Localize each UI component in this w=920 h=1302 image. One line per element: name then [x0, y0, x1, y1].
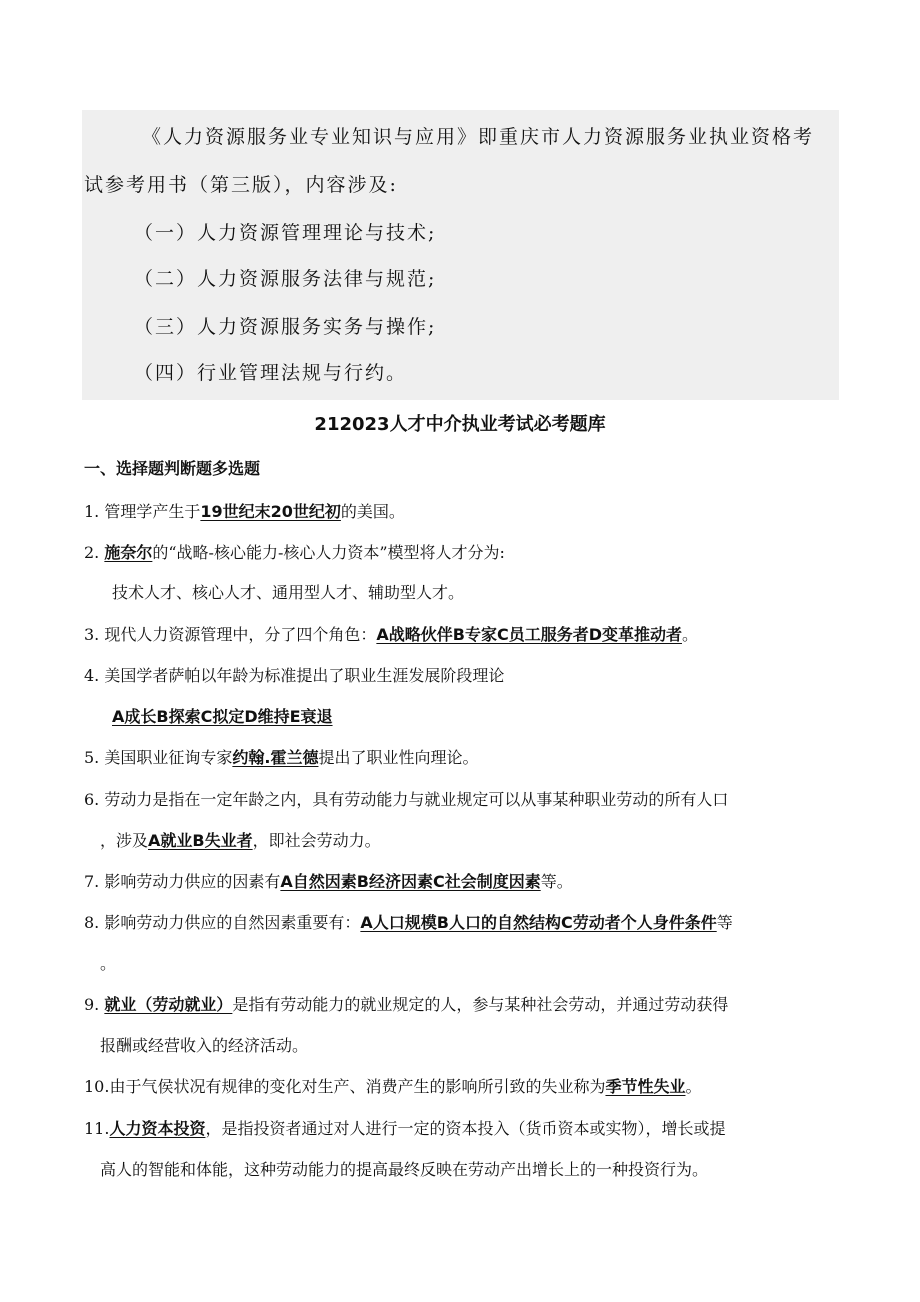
question-2 [84, 541, 505, 565]
question-text: 现代人力资源管理中，分了四个角色： [104, 625, 377, 644]
question-number: 11. [84, 1119, 110, 1138]
question-number: 4. [84, 666, 100, 685]
answer: 季节性失业 [605, 1077, 686, 1096]
question-8-continuation: 。 [100, 954, 117, 973]
question-text: 管理学产生于 [104, 502, 201, 521]
answer: A就业B失业者 [148, 831, 253, 850]
question-3 [84, 623, 698, 647]
answer: A人口规模B人口的自然结构C劳动者个人身件条件 [360, 913, 717, 932]
question-6 [84, 788, 728, 812]
answer: 人力资本投资 [109, 1119, 206, 1138]
question-text: 的“战略-核心能力-核心人力资本”模型将人才分为: [152, 543, 505, 562]
question-text: 由于气侯状况有规律的变化对生产、消费产生的影响所引致的失业称为 [109, 1077, 606, 1096]
answer: A成长B探索C拟定D维持E衰退 [112, 707, 333, 726]
question-number: 1. [84, 502, 100, 521]
question-9 [84, 993, 728, 1017]
answer: 19世纪末20世纪初 [200, 502, 341, 521]
answer: 就业（劳动就业） [104, 995, 233, 1014]
question-number: 7. [84, 872, 100, 891]
question-text: 美国学者萨帕以年龄为标准提出了职业生涯发展阶段理论 [104, 666, 505, 685]
answer: 约翰.霍兰德 [232, 748, 319, 767]
answer: 施奈尔 [104, 543, 153, 562]
question-number: 8. [84, 913, 100, 932]
question-text: 影响劳动力供应的因素有 [104, 872, 281, 891]
question-5 [84, 746, 478, 770]
question-11-continuation: 高人的智能和体能，这种劳动能力的提高最终反映在劳动产出增长上的一种投资行为。 [100, 1160, 709, 1179]
question-text: 。 [681, 625, 698, 644]
answer: A自然因素B经济因素C社会制度因素 [280, 872, 541, 891]
question-text: 美国职业征询专家 [104, 748, 233, 767]
question-text: ，涉及 [100, 831, 149, 850]
question-number: 10. [84, 1077, 110, 1096]
question-1 [84, 500, 405, 524]
question-text: 等 [716, 913, 733, 932]
question-text: ，即社会劳动力。 [252, 831, 381, 850]
intro-item-1: （一）人力资源管理理论与技术; [134, 222, 437, 244]
question-text: 是指有劳动能力的就业规定的人，参与某种社会劳动，并通过劳动获得 [232, 995, 729, 1014]
question-6-continuation [100, 829, 381, 853]
intro-item-4: （四）行业管理法规与行约。 [134, 362, 408, 384]
question-2-continuation: 技术人才、核心人才、通用型人才、辅助型人才。 [112, 583, 465, 602]
question-4 [84, 664, 504, 688]
question-number: 2. [84, 543, 100, 562]
question-text: ，是指投资者通过对人进行一定的资本投入（货币资本或实物），增长或提 [205, 1119, 726, 1138]
document-title: 212023人才中介执业考试必考题库 [314, 414, 606, 435]
question-4-answer-line [112, 705, 333, 729]
question-text: 等。 [540, 872, 573, 891]
question-10 [84, 1075, 702, 1099]
question-number: 6. [84, 790, 100, 809]
intro-line-1: 《人力资源服务业专业知识与应用》即重庆市人力资源服务业执业资格考 [142, 126, 815, 148]
question-text: 。 [685, 1077, 702, 1096]
question-number: 3. [84, 625, 100, 644]
intro-line-2: 试参考用书（第三版），内容涉及: [84, 174, 398, 196]
question-9-continuation: 报酬或经营收入的经济活动。 [100, 1036, 309, 1055]
question-number: 5. [84, 748, 100, 767]
section-title: 一、选择题判断题多选题 [84, 459, 261, 478]
question-text: 提出了职业性向理论。 [318, 748, 479, 767]
question-text: 的美国。 [340, 502, 405, 521]
question-text: 劳动力是指在一定年龄之内，具有劳动能力与就业规定可以从事某种职业劳动的所有人口 [104, 790, 729, 809]
question-8 [84, 911, 733, 935]
answer: A战略伙伴B专家C员工服务者D变革推动者 [376, 625, 682, 644]
intro-item-3: （三）人力资源服务实务与操作; [134, 316, 437, 338]
question-11 [84, 1117, 725, 1141]
question-text: 影响劳动力供应的自然因素重要有： [104, 913, 361, 932]
question-7 [84, 870, 573, 894]
intro-item-2: （二）人力资源服务法律与规范; [134, 268, 437, 290]
question-number: 9. [84, 995, 100, 1014]
intro-box [82, 110, 839, 400]
